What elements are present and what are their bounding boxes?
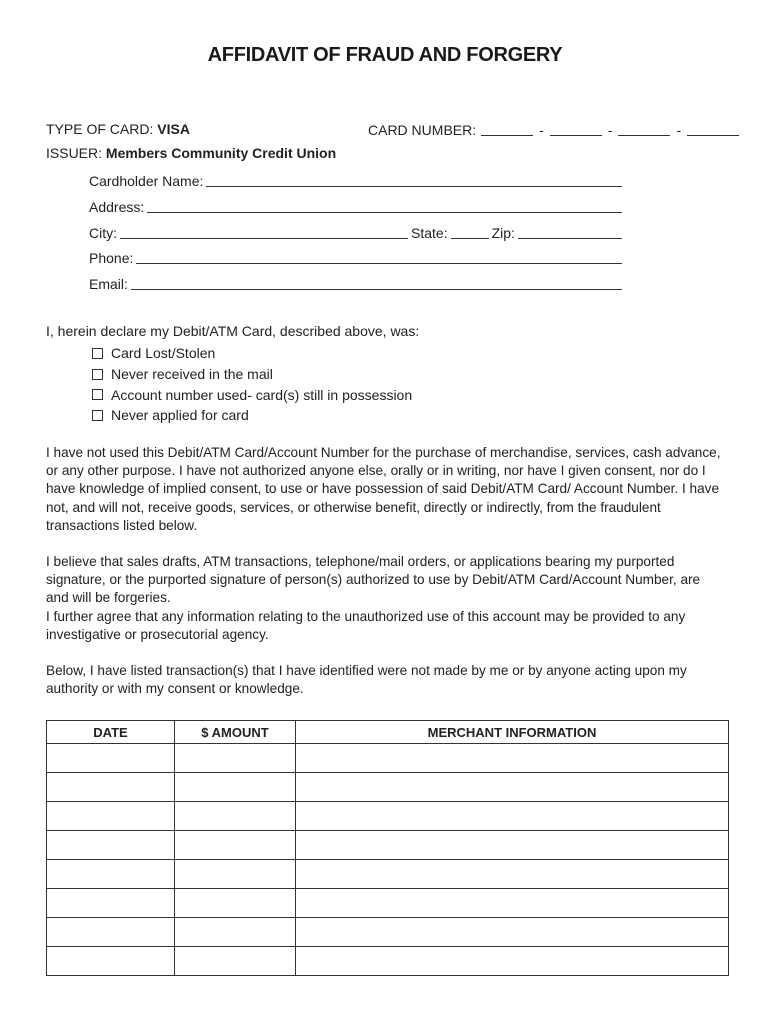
option-never-received[interactable] xyxy=(92,364,412,385)
email-field[interactable] xyxy=(131,275,622,290)
merchant-cell[interactable] xyxy=(296,918,729,947)
table-row xyxy=(47,860,729,889)
zip-label: Zip: xyxy=(491,225,515,241)
merchant-cell[interactable] xyxy=(296,773,729,802)
issuer-value: Members Community Credit Union xyxy=(105,145,337,161)
option-label: Card Lost/Stolen xyxy=(111,345,216,362)
address-field[interactable] xyxy=(147,198,622,213)
option-card-lost-stolen[interactable] xyxy=(92,343,412,364)
phone-label: Phone: xyxy=(89,250,134,266)
phone-row xyxy=(89,248,622,266)
checkbox-icon[interactable] xyxy=(92,348,103,359)
card-number-field-4[interactable] xyxy=(687,121,739,136)
table-row xyxy=(47,773,729,802)
paragraph-non-use: I have not used this Debit/ATM Card/Account Number for the purchase of merchandise, services, cash advance, or any other purpose. I have not authorized anyone else, orally or in writing, nor have I given consent, nor do I have knowledge of implied consent, to use or have possession of said Debit/ATM Card/ Account Number. I have not, and will not, receive goods, services, or otherwise benefit, directly or indirectly, from the fraudulent transactions listed below. xyxy=(46,445,721,533)
issuer-label: ISSUER: xyxy=(46,145,103,161)
amount-cell[interactable] xyxy=(175,802,296,831)
amount-cell[interactable] xyxy=(175,918,296,947)
merchant-cell[interactable] xyxy=(296,947,729,976)
amount-cell[interactable] xyxy=(175,889,296,918)
card-number-separator: - xyxy=(607,122,613,138)
card-type-value: VISA xyxy=(157,121,190,137)
option-label: Never applied for card xyxy=(111,407,249,424)
city-field[interactable] xyxy=(120,224,408,239)
table-row xyxy=(47,918,729,947)
merchant-cell[interactable] xyxy=(296,744,729,773)
table-header-row xyxy=(47,721,729,744)
paragraph-forgeries-text: I believe that sales drafts, ATM transactions, telephone/mail orders, or applications bearing my purported signature, or the purported signature of person(s) authorized to use by Debit/ATM Card/Account Number, are and will be forgeries. xyxy=(46,554,701,606)
zip-field[interactable] xyxy=(518,224,622,239)
state-field[interactable] xyxy=(451,224,489,239)
state-label: State: xyxy=(411,225,448,241)
header-date: DATE xyxy=(47,721,175,744)
header-merchant-information: MERCHANT INFORMATION xyxy=(296,721,729,744)
table-row xyxy=(47,889,729,918)
header-amount: $ AMOUNT xyxy=(175,721,296,744)
declaration-options xyxy=(92,343,412,426)
date-cell[interactable] xyxy=(47,918,175,947)
city-state-zip-row xyxy=(89,223,622,241)
paragraph-transactions-intro: Below, I have listed transaction(s) that I have identified were not made by me or by anyone acting upon my authority or with my consent or knowledge. xyxy=(46,663,687,697)
card-type-label: TYPE OF CARD: xyxy=(46,121,154,137)
table-row xyxy=(47,831,729,860)
card-number-field-1[interactable] xyxy=(481,121,533,136)
card-number-separator: - xyxy=(676,122,682,138)
amount-cell[interactable] xyxy=(175,947,296,976)
card-number-label: CARD NUMBER: xyxy=(368,122,477,138)
paragraph-disclosure-text: I further agree that any information relating to the unauthorized use of this account may be provided to any investigative or prosecutorial agency. xyxy=(46,608,686,642)
checkbox-icon[interactable] xyxy=(92,410,103,421)
cardholder-name-row xyxy=(89,171,622,189)
transactions-table xyxy=(46,720,729,976)
issuer-line xyxy=(46,145,336,161)
date-cell[interactable] xyxy=(47,802,175,831)
email-label: Email: xyxy=(89,276,128,292)
card-number-field-3[interactable] xyxy=(618,121,670,136)
date-cell[interactable] xyxy=(47,773,175,802)
card-number-separator: - xyxy=(539,122,544,138)
card-number-line xyxy=(368,121,739,138)
cardholder-name-label: Cardholder Name: xyxy=(89,173,204,189)
amount-cell[interactable] xyxy=(175,831,296,860)
date-cell[interactable] xyxy=(47,947,175,976)
merchant-cell[interactable] xyxy=(296,889,729,918)
email-row xyxy=(89,274,622,292)
checkbox-icon[interactable] xyxy=(92,389,103,400)
address-label: Address: xyxy=(89,199,145,215)
date-cell[interactable] xyxy=(47,889,175,918)
amount-cell[interactable] xyxy=(175,773,296,802)
card-number-field-2[interactable] xyxy=(550,121,602,136)
paragraph-forgeries xyxy=(46,553,726,644)
table-row xyxy=(47,802,729,831)
checkbox-icon[interactable] xyxy=(92,369,103,380)
merchant-cell[interactable] xyxy=(296,831,729,860)
option-account-number-used[interactable] xyxy=(92,384,412,405)
date-cell[interactable] xyxy=(47,831,175,860)
option-label: Never received in the mail xyxy=(111,366,273,383)
city-label: City: xyxy=(89,225,117,241)
date-cell[interactable] xyxy=(47,860,175,889)
option-never-applied[interactable] xyxy=(92,405,412,426)
declaration-intro: I, herein declare my Debit/ATM Card, described above, was: xyxy=(46,323,420,339)
address-row xyxy=(89,197,622,215)
option-label: Account number used- card(s) still in possession xyxy=(111,386,413,403)
card-type-line xyxy=(46,121,190,137)
merchant-cell[interactable] xyxy=(296,860,729,889)
phone-field[interactable] xyxy=(136,249,622,264)
date-cell[interactable] xyxy=(47,744,175,773)
page-title: AFFIDAVIT OF FRAUD AND FORGERY xyxy=(207,44,563,66)
merchant-cell[interactable] xyxy=(296,802,729,831)
table-row xyxy=(47,947,729,976)
amount-cell[interactable] xyxy=(175,860,296,889)
cardholder-name-field[interactable] xyxy=(206,172,622,187)
table-row xyxy=(47,744,729,773)
amount-cell[interactable] xyxy=(175,744,296,773)
